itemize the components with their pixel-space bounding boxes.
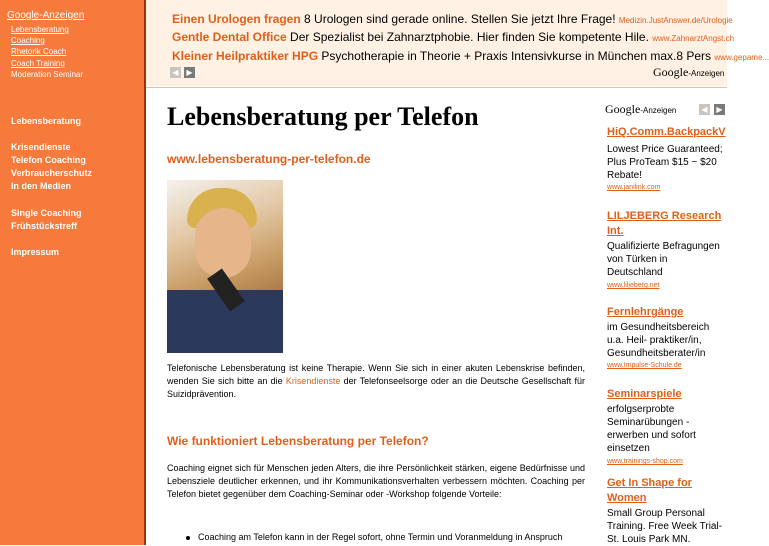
krisendienste-link[interactable]: Krisendienste bbox=[285, 376, 341, 386]
intro-text: der Telefonseelsorge oder an die Deutsche Gesellschaft für Suizidprävention. bbox=[167, 376, 585, 399]
top-ad-text: Psychotherapie in Theorie + Praxis Intensivkurse in München max.8 Pers bbox=[321, 49, 712, 63]
top-ad[interactable] bbox=[172, 12, 733, 26]
right-ad-url[interactable]: www.liljeberg.net bbox=[607, 282, 660, 289]
next-arrow-icon[interactable]: ▶ bbox=[714, 104, 725, 115]
right-ad-title[interactable]: HiQ.Comm.BackpackV bbox=[607, 126, 726, 138]
sidebar-ad-link[interactable]: Rhetorik Coach bbox=[11, 47, 67, 56]
right-ad-desc: Lowest Price Guaranteed; Plus ProTeam $15 ~ $20 Rebate! bbox=[607, 144, 723, 181]
page-title: Lebensberatung per Telefon bbox=[167, 102, 479, 131]
sidebar-item-verbraucherschutz[interactable]: Verbraucherschutz bbox=[11, 168, 93, 178]
google-logo-text: Google bbox=[653, 65, 689, 79]
section-heading: Wie funktioniert Lebensberatung per Telefon? bbox=[167, 434, 429, 448]
sidebar-item-single-coaching[interactable]: Single Coaching bbox=[11, 208, 82, 218]
sidebar-item-lebensberatung[interactable]: Lebensberatung bbox=[11, 116, 82, 126]
top-ad-bar bbox=[146, 0, 769, 86]
prev-arrow-icon[interactable]: ◀ bbox=[170, 67, 181, 78]
right-ad-title[interactable]: Seminarspiele bbox=[607, 388, 682, 400]
sidebar-item-impressum[interactable]: Impressum bbox=[11, 247, 60, 257]
right-ad-title[interactable]: Fernlehrgänge bbox=[607, 306, 684, 318]
photo-face bbox=[195, 208, 251, 278]
top-ad-title[interactable]: Gentle Dental Office bbox=[172, 30, 287, 44]
google-logo-suffix: -Anzeigen bbox=[640, 106, 677, 115]
top-ad-text: Der Spezialist bei Zahnarztphobie. Hier finden Sie kompetente Hile. bbox=[290, 30, 649, 44]
google-ads-logo[interactable] bbox=[653, 65, 724, 80]
sidebar-item-in-den-medien[interactable]: In den Medien bbox=[11, 181, 72, 191]
sidebar-item-krisendienste[interactable]: Krisendienste bbox=[11, 142, 71, 152]
next-arrow-icon[interactable]: ▶ bbox=[184, 67, 195, 78]
top-ad-title[interactable]: Einen Urologen fragen bbox=[172, 12, 301, 26]
intro-text: Telefonische Lebensberatung ist keine Therapie. Wenn Sie sich in einer akuten Lebenskrise befinden, wenden Sie sich bitte an die bbox=[167, 363, 585, 386]
right-ad-url[interactable]: www.trainings-shop.com bbox=[607, 458, 683, 465]
right-ad-title[interactable]: Get In Shape for Women bbox=[607, 477, 692, 504]
top-ad-text: 8 Urologen sind gerade online. Stellen Sie jetzt Ihre Frage! bbox=[304, 12, 616, 26]
right-ad-desc: erfolgserprobte Seminarübungen - erwerben und sofort einsetzen bbox=[607, 404, 696, 454]
site-url-link[interactable]: www.lebensberatung-per-telefon.de bbox=[167, 152, 371, 166]
top-ad-url[interactable]: www.ZahnarztAngst.ch bbox=[652, 34, 735, 43]
sidebar-ad-link[interactable]: Coaching bbox=[11, 36, 45, 45]
intro-paragraph bbox=[167, 362, 585, 401]
right-ad-url[interactable]: www.janilink.com bbox=[607, 184, 661, 191]
right-ad-desc: Qualifizierte Befragungen von Türken in Deutschland bbox=[607, 241, 720, 278]
sidebar-ad-text: Moderation Seminar bbox=[11, 70, 84, 79]
top-separator bbox=[146, 87, 727, 88]
bullet-icon bbox=[186, 536, 190, 540]
google-ads-logo[interactable] bbox=[605, 102, 676, 117]
right-ad-url[interactable]: www.Impulse-Schule.de bbox=[607, 362, 682, 369]
right-ad-desc: im Gesundheitsbereich u.a. Heil- praktiker/in, Gesundheitsberater/in bbox=[607, 322, 710, 359]
sidebar-ad-link[interactable]: Lebensberatung bbox=[11, 25, 69, 34]
sidebar-item-telefon-coaching[interactable]: Telefon Coaching bbox=[11, 155, 86, 165]
sidebar-item-fruehstueckstreff[interactable]: Frühstückstreff bbox=[11, 221, 78, 231]
top-ad[interactable] bbox=[172, 30, 734, 44]
left-sidebar bbox=[0, 0, 144, 545]
list-item bbox=[186, 532, 562, 542]
body-paragraph: Coaching eignet sich für Menschen jeden Alters, die ihre Persönlichkeit stärken, eigene Bedürfnisse und Lebensziele deutlicher erkennen, und ihr Kommunikationsverhalten verbessern möchten. Coaching per Telefon bietet gegenüber dem Coaching-Seminar oder -Workshop folgende Vorteile: bbox=[167, 463, 585, 499]
top-ad-title[interactable]: Kleiner Heilpraktiker HPG bbox=[172, 49, 319, 63]
right-ad-title[interactable]: LILJEBERG Research Int. bbox=[607, 210, 722, 237]
google-logo-text: Google bbox=[605, 102, 641, 116]
prev-arrow-icon[interactable]: ◀ bbox=[699, 104, 710, 115]
sidebar-ad-link[interactable]: Coach Training bbox=[11, 59, 65, 68]
top-ad-url[interactable]: Medizin.JustAnswer.de/Urologie bbox=[618, 16, 733, 25]
top-ad-url[interactable]: www.gepame... bbox=[714, 53, 769, 62]
top-ad[interactable] bbox=[172, 49, 769, 63]
woman-on-phone-photo bbox=[167, 180, 283, 353]
sidebar-ads-title[interactable]: Google-Anzeigen bbox=[7, 10, 85, 21]
right-ad-desc: Small Group Personal Training. Free Week Trial- St. Louis Park MN. bbox=[607, 508, 723, 545]
google-logo-suffix: -Anzeigen bbox=[688, 69, 725, 78]
list-item-text: Coaching am Telefon kann in der Regel sofort, ohne Termin und Voranmeldung in Anspruch bbox=[198, 532, 563, 542]
